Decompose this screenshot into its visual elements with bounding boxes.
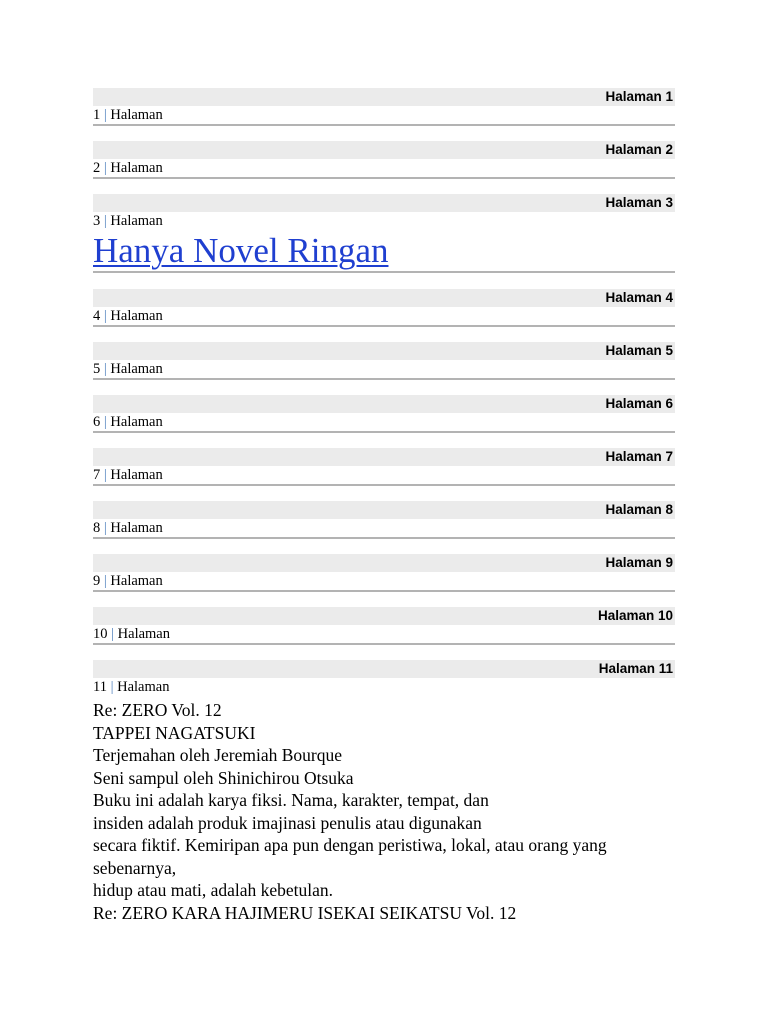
- footer-word: Halaman: [110, 107, 163, 123]
- page-header-label: Halaman 1: [605, 89, 673, 104]
- cover-art-credit: Seni sampul oleh Shinichirou Otsuka: [93, 767, 354, 788]
- page-footer: [93, 520, 163, 536]
- section-divider: [93, 271, 675, 273]
- footer-word: Halaman: [110, 213, 163, 229]
- footer-separator: |: [103, 573, 107, 589]
- footer-separator: |: [111, 626, 115, 642]
- footer-number: 11: [93, 679, 107, 695]
- translator-credit: Terjemahan oleh Jeremiah Bourque: [93, 745, 343, 765]
- author-name: TAPPEI NAGATSUKI: [93, 722, 256, 743]
- page-header-bar: [93, 607, 675, 625]
- footer-separator: |: [103, 160, 107, 176]
- section-divider: [93, 537, 675, 539]
- page-header-label: Halaman 3: [605, 195, 673, 210]
- footer-word: Halaman: [117, 679, 170, 695]
- page-footer: [93, 679, 169, 695]
- disclaimer-line: hidup atau mati, adalah kebetulan.: [93, 880, 334, 900]
- disclaimer-line: Buku ini adalah karya fiksi. Nama, karakter, tempat, dan: [93, 790, 489, 810]
- disclaimer-line: insiden adalah produk imajinasi penulis atau digunakan: [93, 812, 482, 833]
- page-footer: [93, 160, 163, 176]
- footer-number: 3: [93, 213, 101, 229]
- footer-separator: |: [103, 361, 107, 377]
- page-header-label: Halaman 6: [605, 396, 673, 411]
- section-divider: [93, 484, 675, 486]
- footer-separator: |: [110, 679, 114, 695]
- page-header-label: Halaman 5: [605, 343, 673, 358]
- page-header-label: Halaman 11: [598, 661, 673, 676]
- footer-separator: |: [103, 414, 107, 430]
- book-title: Re: ZERO Vol. 12: [93, 700, 222, 720]
- section-divider: [93, 124, 675, 126]
- section-divider: [93, 590, 675, 592]
- page-header-bar: [93, 554, 675, 572]
- page-header-bar: [93, 88, 675, 106]
- section-divider: [93, 431, 675, 433]
- page-footer: [93, 107, 163, 123]
- footer-word: Halaman: [110, 467, 163, 483]
- page-footer: [93, 213, 163, 229]
- footer-number: 1: [93, 107, 101, 123]
- section-divider: [93, 177, 675, 179]
- page-header-label: Halaman 4: [605, 290, 673, 305]
- footer-word: Halaman: [110, 573, 163, 589]
- page-header-label: Halaman 10: [597, 608, 673, 623]
- footer-separator: |: [103, 213, 107, 229]
- footer-word: Halaman: [110, 361, 163, 377]
- page-footer: [93, 414, 163, 430]
- footer-separator: |: [103, 107, 107, 123]
- footer-number: 9: [93, 573, 101, 589]
- page-footer: [93, 467, 163, 483]
- footer-number: 8: [93, 520, 101, 536]
- footer-word: Halaman: [110, 308, 163, 324]
- page-header-bar: [93, 289, 675, 307]
- page-header-bar: [93, 194, 675, 212]
- page-footer: [93, 573, 163, 589]
- footer-number: 7: [93, 467, 101, 483]
- section-divider: [93, 378, 675, 380]
- page-header-bar: [93, 395, 675, 413]
- footer-word: Halaman: [110, 160, 163, 176]
- disclaimer-line: secara fiktif. Kemiripan apa pun dengan peristiwa, lokal, atau orang yang sebenarnya,: [93, 835, 607, 878]
- page-header-bar: [93, 660, 675, 678]
- footer-separator: |: [103, 467, 107, 483]
- page-header-bar: [93, 501, 675, 519]
- footer-number: 6: [93, 414, 101, 430]
- page-header-bar: [93, 141, 675, 159]
- footer-word: Halaman: [110, 414, 163, 430]
- page-footer: [93, 308, 163, 324]
- book-front-matter: [93, 699, 675, 924]
- page-header-label: Halaman 7: [605, 449, 673, 464]
- site-title-link[interactable]: Hanya Novel Ringan: [93, 231, 389, 270]
- section-divider: [93, 325, 675, 327]
- page-header-bar: [93, 448, 675, 466]
- page-footer: [93, 361, 163, 377]
- page-footer: [93, 626, 170, 642]
- page-header-label: Halaman 8: [605, 502, 673, 517]
- footer-word: Halaman: [110, 520, 163, 536]
- footer-number: 2: [93, 160, 101, 176]
- footer-number: 10: [93, 626, 108, 642]
- footer-separator: |: [103, 308, 107, 324]
- footer-separator: |: [103, 520, 107, 536]
- footer-word: Halaman: [117, 626, 170, 642]
- footer-number: 5: [93, 361, 101, 377]
- original-title: Re: ZERO KARA HAJIMERU ISEKAI SEIKATSU Vol. 12: [93, 902, 517, 923]
- page-header-label: Halaman 2: [605, 142, 673, 157]
- page-header-label: Halaman 9: [605, 555, 673, 570]
- page-header-bar: [93, 342, 675, 360]
- section-divider: [93, 643, 675, 645]
- footer-number: 4: [93, 308, 101, 324]
